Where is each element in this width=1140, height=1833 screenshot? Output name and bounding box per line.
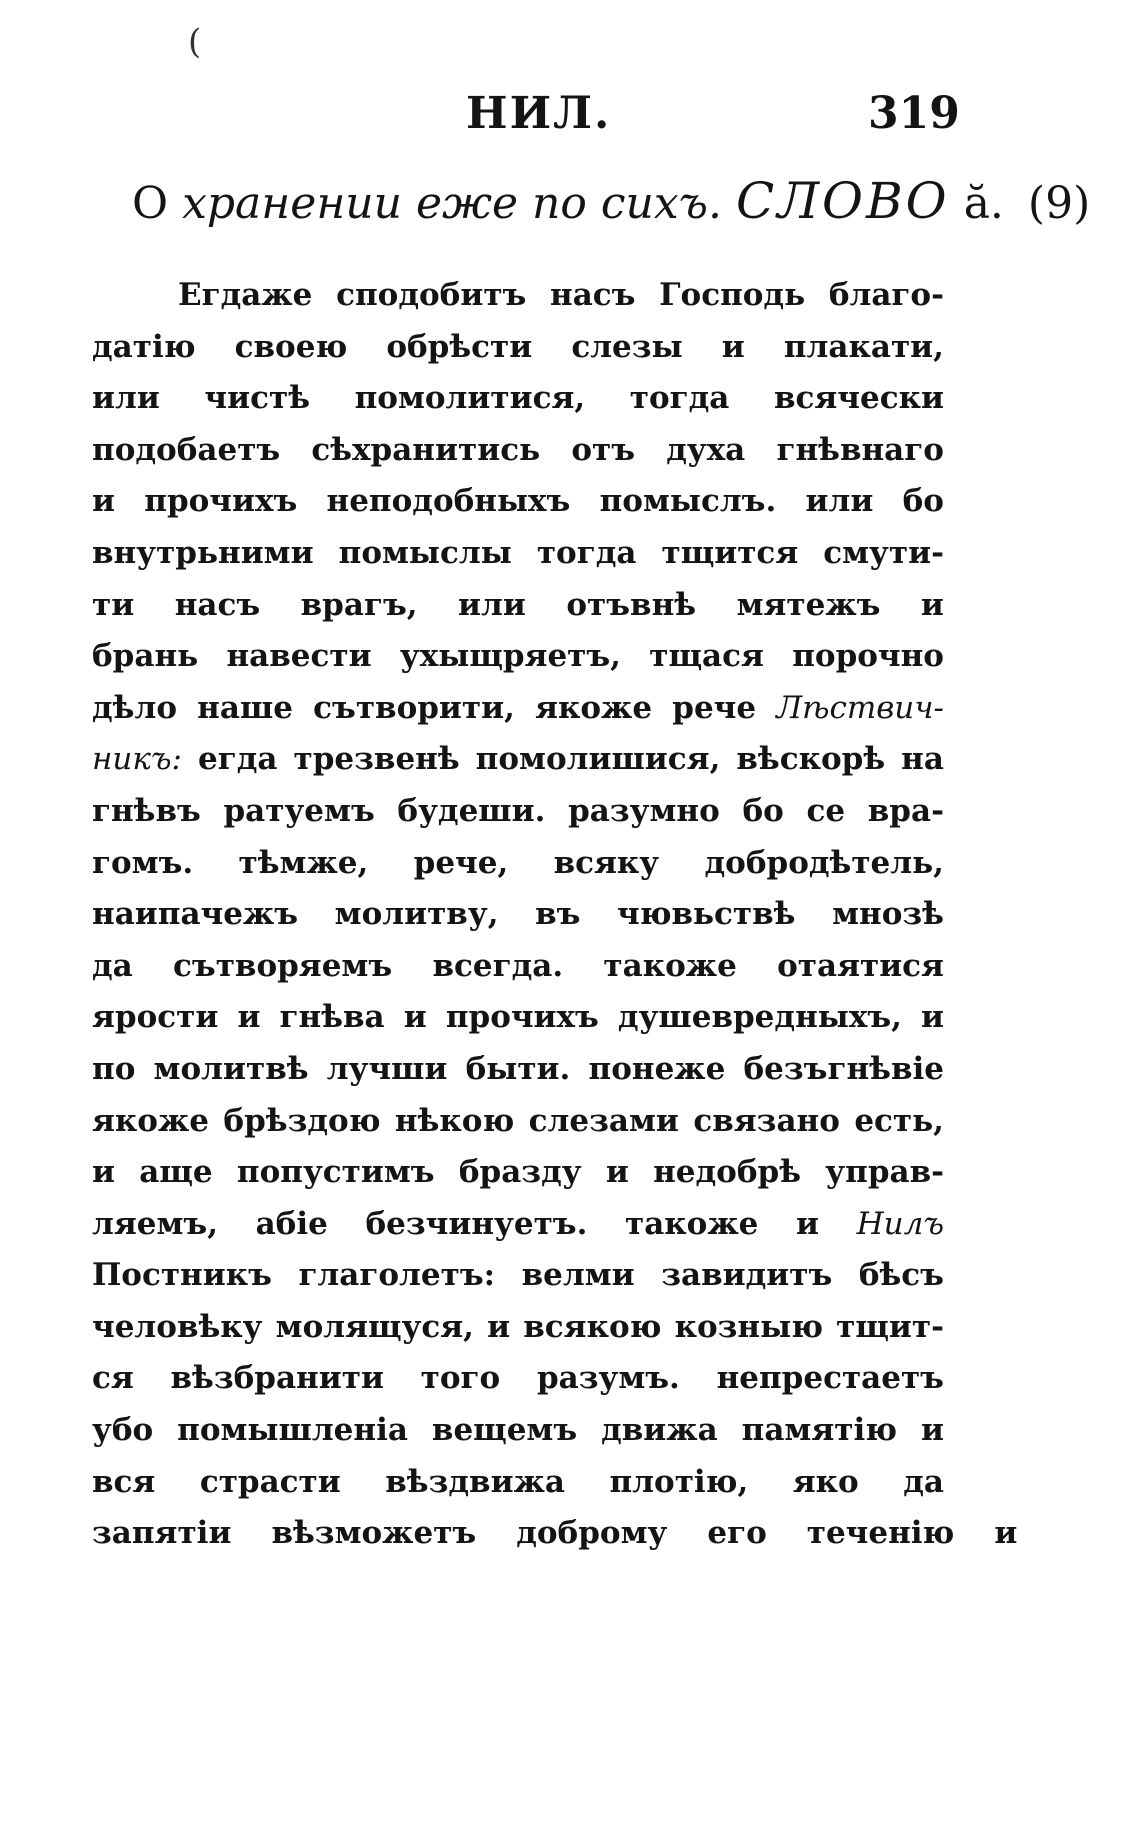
title-slovo: СЛОВО (735, 172, 950, 230)
word: сътворити, (313, 689, 515, 726)
word: навести (226, 638, 372, 675)
word: плакати, (783, 328, 944, 365)
word: тщится (661, 534, 799, 571)
word: недобрѣ (653, 1154, 802, 1191)
word: бѣсъ (858, 1257, 944, 1294)
word: быти. (465, 1050, 571, 1087)
word: управ- (825, 1154, 944, 1191)
word: того (420, 1360, 501, 1397)
page-number: 319 (868, 88, 960, 139)
word: ярости (92, 999, 219, 1036)
word: отъвнѣ (566, 586, 697, 623)
word: духа (666, 431, 746, 468)
word: запятiи (92, 1515, 232, 1552)
word: молитвѣ (153, 1050, 309, 1087)
word: подобаетъ (92, 431, 281, 468)
text-line (92, 1457, 944, 1509)
word: Егдаже (178, 277, 313, 313)
word: рече, (413, 844, 509, 881)
text-line (92, 1508, 1018, 1560)
text-line (92, 1147, 944, 1199)
word: обрѣсти (386, 328, 533, 365)
word: безчинуетъ. (365, 1205, 588, 1242)
word: врагъ, (300, 586, 418, 623)
word: датiю (92, 328, 196, 365)
title-mark: ӑ. (963, 178, 1004, 229)
stray-bracket-mark: ( (188, 22, 202, 62)
word: и (920, 586, 944, 623)
word: вѣзбранити (170, 1360, 384, 1397)
word: и (721, 328, 745, 365)
word: да (903, 1463, 944, 1500)
word: разумно (568, 792, 720, 829)
text-line (92, 734, 944, 786)
text-line (92, 322, 944, 374)
title-italic: хранении еже по сихъ. (182, 178, 722, 229)
word: тщит- (836, 1308, 944, 1345)
word: и (795, 1205, 819, 1242)
word: мнозѣ (832, 896, 944, 933)
word: въ (535, 896, 581, 933)
word: своею (234, 328, 348, 365)
word: и (920, 999, 944, 1036)
word: якоже (92, 1102, 209, 1139)
text-line (92, 1302, 944, 1354)
word: вѣзможетъ (271, 1515, 477, 1552)
word: мятежъ (736, 586, 881, 623)
word: помолишися, (475, 741, 721, 778)
word: связано (693, 1102, 840, 1139)
page-header (0, 88, 1140, 148)
word: и (487, 1308, 511, 1345)
word: движа (601, 1412, 718, 1449)
word: порочно (792, 638, 944, 675)
text-line (92, 476, 944, 528)
word: страсти (199, 1463, 341, 1500)
word: понеже (588, 1050, 726, 1087)
text-line (92, 889, 944, 941)
word: памятiю (741, 1412, 898, 1449)
word: непрестаетъ (716, 1360, 944, 1397)
word: человѣку (92, 1308, 263, 1345)
text-line (92, 1044, 944, 1096)
word: брѣздою (223, 1102, 381, 1139)
word: Нилъ (856, 1205, 944, 1242)
word: всячески (773, 380, 944, 417)
text-line (92, 1199, 944, 1251)
word: смути- (823, 534, 944, 571)
word: да (92, 947, 133, 984)
text-line (92, 1353, 944, 1405)
word: тогда (629, 380, 730, 417)
word: гнѣва (279, 999, 385, 1036)
text-line (92, 528, 944, 580)
word: вѣздвижа (385, 1463, 565, 1500)
word: или (805, 483, 874, 520)
word: насъ (174, 586, 261, 623)
word: наипачежъ (92, 896, 299, 933)
word: прочихъ (144, 483, 298, 520)
word: помолитися, (354, 380, 586, 417)
text-line (92, 270, 944, 322)
word: помышленiа (177, 1412, 408, 1449)
word: молитву, (334, 896, 499, 933)
word: абiе (255, 1205, 328, 1242)
word: добродѣтель, (704, 844, 944, 881)
word: завидитъ (661, 1257, 833, 1294)
word: слезы (571, 328, 683, 365)
word: гнѣвнаго (776, 431, 944, 468)
word: чювьствѣ (617, 896, 796, 933)
word: или (458, 586, 526, 623)
word: козныю (674, 1308, 823, 1345)
word: убо (92, 1412, 154, 1449)
word: вра- (867, 792, 944, 829)
text-line (92, 425, 944, 477)
word: ляемъ, (92, 1205, 218, 1242)
word: попустимъ (236, 1154, 435, 1191)
word: вещемъ (431, 1412, 578, 1449)
word: такоже (603, 947, 737, 984)
title-lead: О (132, 178, 169, 229)
word: брань (92, 638, 199, 675)
word: вся (92, 1463, 156, 1500)
word: сподобитъ (336, 277, 527, 313)
text-line (92, 786, 944, 838)
text-line (92, 1250, 944, 1302)
word: всякою (523, 1308, 662, 1345)
word: трезвенѣ (293, 741, 460, 778)
word: или (92, 380, 160, 417)
word: гнѣвъ (92, 792, 201, 829)
word: чистѣ (204, 380, 310, 417)
word: прочихъ (445, 999, 599, 1036)
word: бразду (458, 1154, 582, 1191)
text-line (92, 631, 944, 683)
word: вѣскорѣ (736, 741, 886, 778)
word: Лѣствич- (776, 689, 944, 726)
word: всегда. (432, 947, 564, 984)
word: ся (92, 1360, 134, 1397)
word: помыслъ. (599, 483, 777, 520)
word: рече (672, 689, 757, 726)
text-line (92, 1096, 944, 1148)
word: гомъ. (92, 844, 194, 881)
running-head: НИЛ. (466, 88, 612, 139)
word: безъгнѣвiе (743, 1050, 944, 1087)
word: и (92, 483, 115, 520)
word: молящуся, (275, 1308, 474, 1345)
word: и (994, 1515, 1018, 1552)
text-line (92, 683, 944, 735)
word: яко (792, 1463, 859, 1500)
word: бо (742, 792, 784, 829)
word: глаголетъ: (298, 1257, 496, 1294)
word: его (707, 1515, 767, 1552)
word: се (806, 792, 846, 829)
word: и (237, 999, 261, 1036)
word: такоже (624, 1205, 759, 1242)
section-title (132, 172, 1091, 230)
word: лучши (326, 1050, 448, 1087)
word: слезами (528, 1102, 679, 1139)
word: насъ (550, 277, 636, 313)
text-line (92, 580, 944, 632)
word: благо- (828, 277, 944, 313)
word: разумъ. (536, 1360, 680, 1397)
word: Постникъ (92, 1257, 272, 1294)
word: и (920, 1412, 944, 1449)
text-line (92, 373, 944, 425)
word: велми (521, 1257, 635, 1294)
word: никъ: (92, 741, 183, 778)
word: дѣло (92, 689, 177, 726)
word: и (403, 999, 427, 1036)
word: якоже (535, 689, 653, 726)
word: по (92, 1050, 136, 1087)
word: тщася (649, 638, 764, 675)
word: ухыщряетъ, (399, 638, 621, 675)
word: сътворяемъ (173, 947, 393, 984)
word: сѣхранитись (311, 431, 541, 468)
word: всяку (553, 844, 660, 881)
word: плотiю, (609, 1463, 749, 1500)
word: нѣкою (394, 1102, 515, 1139)
word: будеши. (397, 792, 546, 829)
word: Господь (659, 277, 806, 313)
word: ратуемъ (223, 792, 375, 829)
text-line (92, 992, 944, 1044)
word: наше (197, 689, 293, 726)
word: аще (139, 1154, 213, 1191)
word: неподобныхъ (326, 483, 571, 520)
word: теченiю (806, 1515, 955, 1552)
title-number: (9) (1027, 178, 1091, 229)
word: на (901, 741, 944, 778)
body-text (92, 270, 1018, 1560)
word: душевредныхъ, (617, 999, 902, 1036)
word: и (92, 1154, 115, 1191)
word: отаятися (777, 947, 944, 984)
word: внутрьними (92, 534, 314, 571)
word: помыслы (338, 534, 512, 571)
word: бо (902, 483, 944, 520)
word: тогда (536, 534, 637, 571)
word: есть, (854, 1102, 944, 1139)
word: егда (198, 741, 278, 778)
word: отъ (571, 431, 635, 468)
word: и (605, 1154, 629, 1191)
word: доброму (516, 1515, 668, 1552)
text-line (92, 838, 944, 890)
text-line (92, 1405, 944, 1457)
text-line (92, 941, 944, 993)
word: ти (92, 586, 135, 623)
word: тѣмже, (238, 844, 369, 881)
